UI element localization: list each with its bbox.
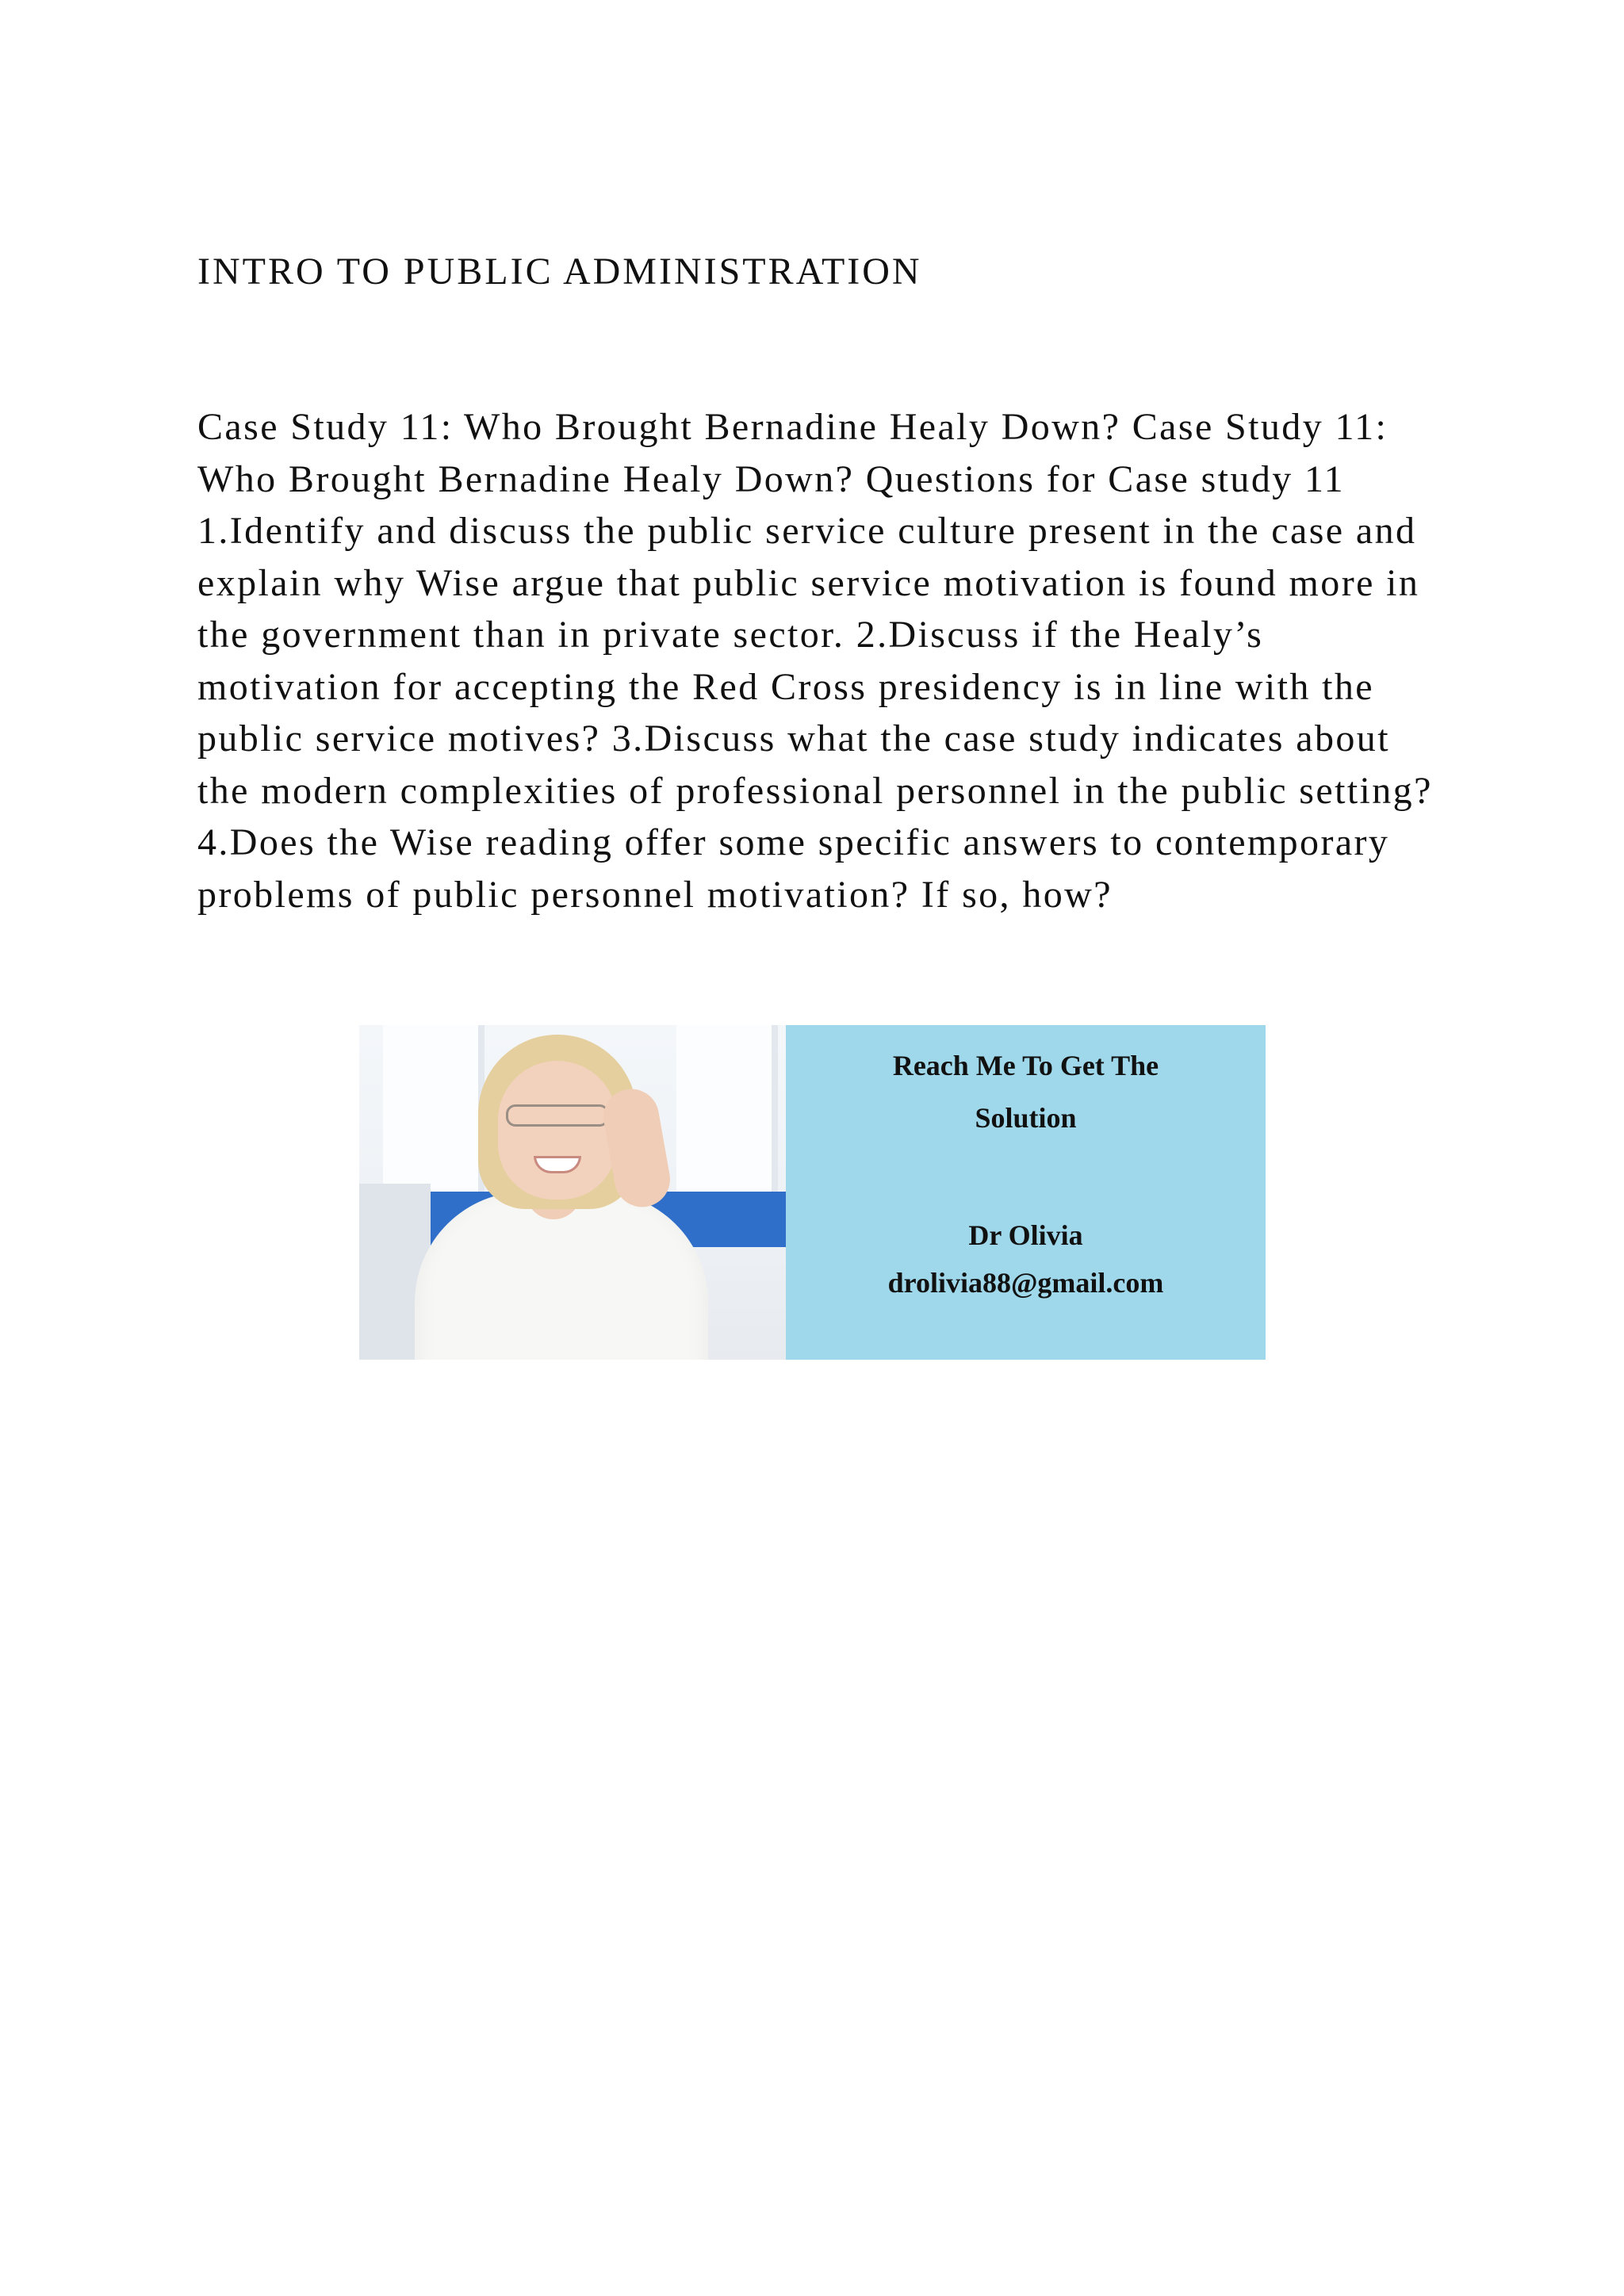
person-face bbox=[498, 1061, 617, 1200]
case-study-text: Case Study 11: Who Brought Bernadine Healy Down? Case Study 11: Who Brought Bernadine Healy Down? Questions for Case study 11 1.Identify and discuss the public service culture present in the case and explain why Wise argue that public service motivation is found more in the government than in private sector. 2.Discuss if the Healy’s motivation for accepting the Red Cross presidency is in line with the public service motives? 3.Discuss what the case study indicates about the modern complexities of professional personnel in the public setting? 4.Does the Wise reading offer some specific answers to contemporary problems of public personnel motivation? If so, how? bbox=[197, 406, 1433, 916]
contact-email[interactable]: drolivia88@gmail.com bbox=[887, 1267, 1164, 1299]
contact-name: Dr Olivia bbox=[968, 1219, 1083, 1251]
glasses-icon bbox=[506, 1104, 609, 1127]
banner-line-1: Reach Me To Get The bbox=[892, 1050, 1159, 1081]
contact-banner bbox=[359, 1025, 1266, 1360]
contact-panel bbox=[786, 1025, 1266, 1360]
banner-line-2: Solution bbox=[975, 1102, 1077, 1134]
document-heading: INTRO TO PUBLIC ADMINISTRATION bbox=[197, 251, 922, 293]
woman-photo bbox=[359, 1025, 786, 1360]
